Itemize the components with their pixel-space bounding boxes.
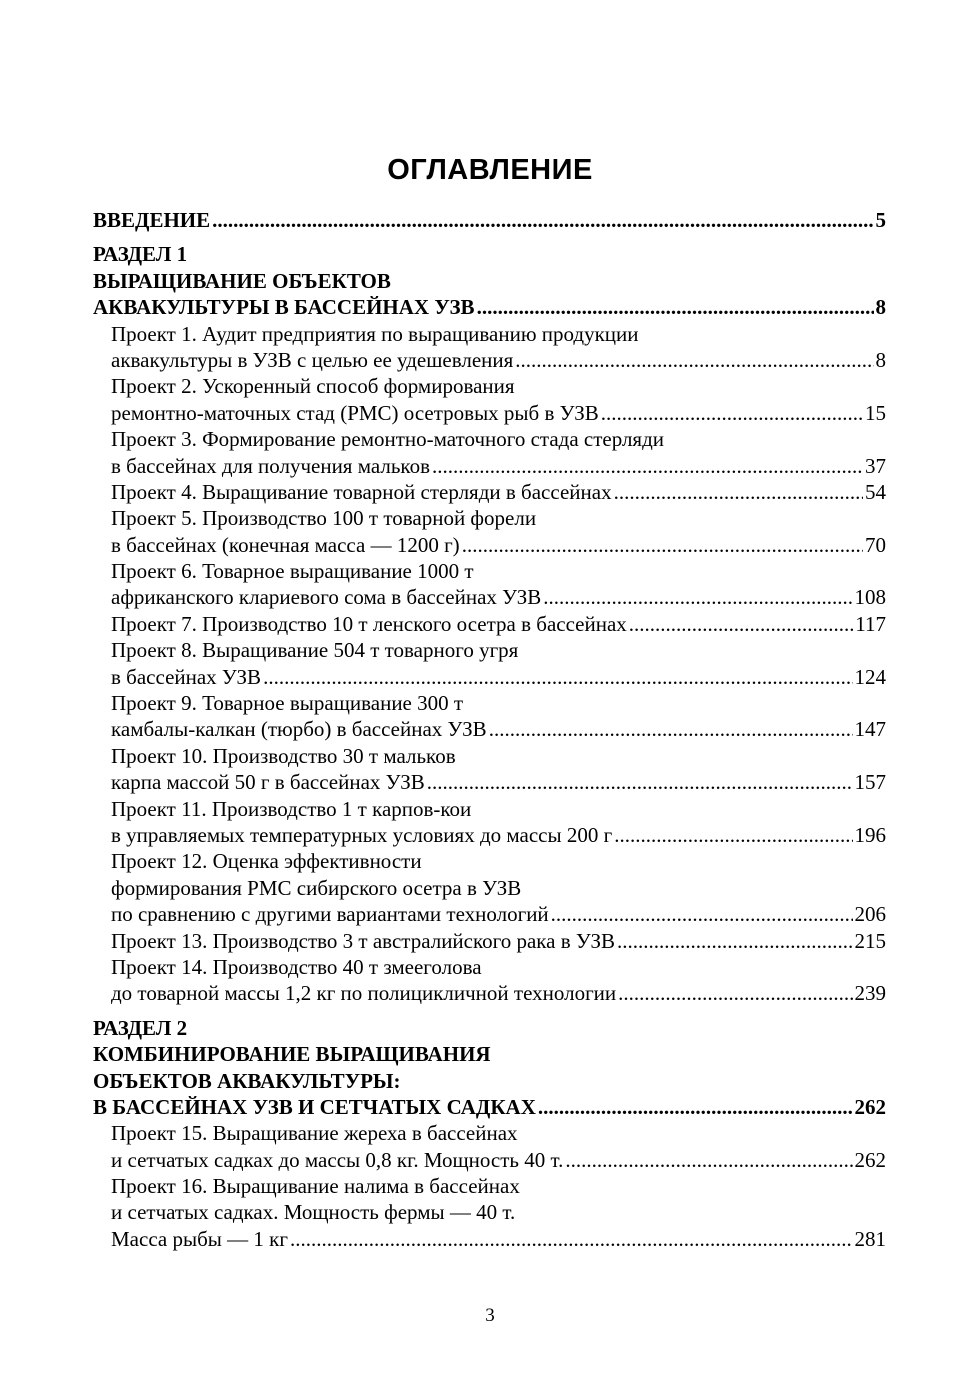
toc-entry-text: камбалы-калкан (тюрбо) в бассейнах УЗВ bbox=[111, 717, 487, 742]
toc-entry-text: в бассейнах УЗВ bbox=[111, 664, 262, 689]
dot-leader bbox=[565, 1147, 852, 1173]
toc-project-list-1 bbox=[93, 321, 886, 1007]
toc-line bbox=[93, 584, 886, 610]
toc-entry-text: Проект 13. Производство 3 т австралийского рака в УЗВ bbox=[111, 928, 616, 953]
toc-line bbox=[93, 716, 886, 742]
toc-line bbox=[93, 664, 886, 690]
toc-line bbox=[93, 426, 886, 452]
toc-entry-text: ВВЕДЕНИЕ bbox=[93, 208, 211, 232]
toc-entry-intro[interactable] bbox=[93, 207, 886, 233]
toc-entry-text: по сравнению с другими вариантами технологий bbox=[111, 902, 549, 927]
dot-leader bbox=[618, 980, 852, 1006]
toc-project-entry[interactable] bbox=[93, 848, 886, 927]
toc-line bbox=[93, 980, 886, 1006]
toc-entry-text: Проект 10. Производство 30 т мальков bbox=[111, 743, 456, 768]
toc-line bbox=[93, 1147, 886, 1173]
toc-entry-text: аквакультуры в УЗВ с целью ее удешевления bbox=[111, 347, 514, 372]
toc-project-entry[interactable] bbox=[93, 1173, 886, 1252]
toc-line: ОБЪЕКТОВ АКВАКУЛЬТУРЫ: bbox=[93, 1068, 401, 1093]
toc-entry-text: Проект 1. Аудит предприятия по выращиванию продукции bbox=[111, 321, 639, 346]
toc-entry-text: Проект 3. Формирование ремонтно-маточного стада стерляди bbox=[111, 427, 665, 452]
toc-line bbox=[93, 505, 886, 531]
toc-entry-text: Проект 4. Выращивание товарной стерляди в бассейнах bbox=[111, 479, 612, 504]
toc-project-entry[interactable] bbox=[93, 479, 886, 505]
toc-entry-page: 196 bbox=[854, 822, 886, 847]
toc-entry-page: 108 bbox=[854, 585, 886, 610]
toc-project-entry[interactable] bbox=[93, 637, 886, 690]
toc-entry-text: Проект 14. Производство 40 т змееголова bbox=[111, 954, 482, 979]
toc-entry-text: карпа массой 50 г в бассейнах УЗВ bbox=[111, 770, 425, 795]
toc-line bbox=[93, 294, 886, 320]
toc-line bbox=[93, 373, 886, 399]
toc-entry-text: Проект 5. Производство 100 т товарной форели bbox=[111, 506, 537, 531]
dot-leader bbox=[614, 822, 852, 848]
toc-project-entry[interactable] bbox=[93, 558, 886, 611]
toc-line: КОМБИНИРОВАНИЕ ВЫРАЩИВАНИЯ bbox=[93, 1042, 491, 1067]
toc-entry-text: Проект 12. Оценка эффективности bbox=[111, 849, 422, 874]
toc-entry-text: ремонтно-маточных стад (РМС) осетровых рыб в УЗВ bbox=[111, 400, 599, 425]
toc-line bbox=[93, 822, 886, 848]
toc-entry-page: 54 bbox=[865, 479, 886, 504]
toc-entry-page: 157 bbox=[854, 770, 886, 795]
toc-entry-text: Проект 15. Выращивание жереха в бассейнах bbox=[111, 1121, 518, 1146]
toc-line bbox=[93, 928, 886, 954]
toc-entry-page: 239 bbox=[854, 981, 886, 1006]
toc-entry-page: 15 bbox=[865, 400, 886, 425]
toc-project-entry[interactable] bbox=[93, 321, 886, 374]
toc-entry-text: Проект 11. Производство 1 т карпов-кои bbox=[111, 796, 472, 821]
dot-leader bbox=[462, 532, 863, 558]
toc-entry-text: и сетчатых садках до массы 0,8 кг. Мощность 40 т. bbox=[111, 1147, 564, 1172]
toc-line bbox=[93, 453, 886, 479]
toc-entry-text: Масса рыбы — 1 кг bbox=[111, 1226, 288, 1251]
toc-entry-page: 70 bbox=[865, 532, 886, 557]
toc-project-entry[interactable] bbox=[93, 611, 886, 637]
toc-line bbox=[93, 769, 886, 795]
toc-project-entry[interactable] bbox=[93, 426, 886, 479]
toc-entry-page: 262 bbox=[854, 1147, 886, 1172]
dot-leader bbox=[614, 479, 863, 505]
dot-leader bbox=[601, 400, 863, 426]
toc-line bbox=[93, 1226, 886, 1252]
table-of-contents bbox=[93, 207, 886, 1252]
toc-entry-text: Проект 6. Товарное выращивание 1000 т bbox=[111, 559, 474, 584]
toc-line bbox=[93, 1173, 886, 1199]
toc-entry-text: Проект 7. Производство 10 т ленского осетра в бассейнах bbox=[111, 611, 627, 636]
dot-leader bbox=[432, 453, 863, 479]
dot-leader bbox=[629, 611, 853, 637]
dot-leader bbox=[477, 294, 874, 320]
toc-project-entry[interactable] bbox=[93, 690, 886, 743]
toc-line bbox=[93, 796, 886, 822]
toc-line bbox=[93, 400, 886, 426]
dot-leader bbox=[551, 901, 853, 927]
toc-line: РАЗДЕЛ 2 bbox=[93, 1015, 188, 1040]
toc-line bbox=[93, 532, 886, 558]
dot-leader bbox=[427, 769, 853, 795]
toc-project-entry[interactable] bbox=[93, 373, 886, 426]
toc-entry-page: 215 bbox=[854, 928, 886, 953]
toc-section-1[interactable] bbox=[93, 241, 886, 320]
toc-section-2[interactable] bbox=[93, 1015, 886, 1121]
toc-entry-text: до товарной массы 1,2 кг по полицикличной технологии bbox=[111, 981, 617, 1006]
dot-leader bbox=[263, 664, 852, 690]
dot-leader bbox=[538, 1094, 853, 1120]
toc-line bbox=[93, 690, 886, 716]
toc-entry-text: Проект 16. Выращивание налима в бассейнах bbox=[111, 1174, 520, 1199]
dot-leader bbox=[515, 347, 873, 373]
toc-entry-text: АКВАКУЛЬТУРЫ В БАССЕЙНАХ УЗВ bbox=[93, 295, 475, 320]
toc-line bbox=[93, 901, 886, 927]
toc-line bbox=[93, 743, 886, 769]
dot-leader bbox=[290, 1226, 853, 1252]
toc-project-entry[interactable] bbox=[93, 743, 886, 796]
toc-entry-text: Проект 2. Ускоренный способ формирования bbox=[111, 374, 515, 399]
toc-entry-text: в бассейнах (конечная масса — 1200 г) bbox=[111, 532, 460, 557]
toc-project-entry[interactable] bbox=[93, 954, 886, 1007]
dot-leader bbox=[543, 584, 852, 610]
toc-line bbox=[93, 875, 886, 901]
toc-entry-text: формирования РМС сибирского осетра в УЗВ bbox=[111, 875, 522, 900]
toc-project-list-2 bbox=[93, 1120, 886, 1252]
toc-line bbox=[93, 954, 886, 980]
toc-line bbox=[93, 637, 886, 663]
toc-project-entry[interactable] bbox=[93, 796, 886, 849]
dot-leader bbox=[489, 716, 853, 742]
toc-entry-page: 8 bbox=[875, 295, 886, 320]
toc-line: ВЫРАЩИВАНИЕ ОБЪЕКТОВ bbox=[93, 268, 391, 293]
toc-entry-page: 124 bbox=[854, 664, 886, 689]
toc-entry-page: 147 bbox=[854, 717, 886, 742]
toc-line bbox=[93, 1094, 886, 1120]
toc-entry-text: Проект 8. Выращивание 504 т товарного угря bbox=[111, 638, 519, 663]
toc-entry-page: 117 bbox=[855, 611, 886, 636]
toc-entry-text: африканского клариевого сома в бассейнах УЗВ bbox=[111, 585, 542, 610]
toc-project-entry[interactable] bbox=[93, 1120, 886, 1173]
toc-line bbox=[93, 1199, 886, 1225]
toc-line bbox=[93, 611, 886, 637]
toc-entry-text: в бассейнах для получения мальков bbox=[111, 453, 430, 478]
toc-project-entry[interactable] bbox=[93, 928, 886, 954]
toc-line: РАЗДЕЛ 1 bbox=[93, 242, 188, 267]
page-title: ОГЛАВЛЕНИЕ bbox=[387, 154, 593, 186]
toc-entry-page: 206 bbox=[854, 902, 886, 927]
toc-entry-page: 8 bbox=[875, 347, 886, 372]
toc-entry-text: Проект 9. Товарное выращивание 300 т bbox=[111, 691, 464, 716]
toc-entry-page: 281 bbox=[854, 1226, 886, 1251]
page-number: 3 bbox=[485, 1305, 495, 1326]
toc-entry-text: и сетчатых садках. Мощность фермы — 40 т. bbox=[111, 1200, 516, 1225]
toc-entry-page: 37 bbox=[865, 453, 886, 478]
toc-entry-text: в управляемых температурных условиях до массы 200 г bbox=[111, 822, 613, 847]
toc-project-entry[interactable] bbox=[93, 505, 886, 558]
toc-line bbox=[93, 558, 886, 584]
toc-line bbox=[93, 321, 886, 347]
dot-leader bbox=[617, 928, 852, 954]
toc-entry-page: 262 bbox=[854, 1094, 886, 1119]
toc-entry-page: 5 bbox=[875, 208, 886, 232]
toc-line bbox=[93, 1120, 886, 1146]
dot-leader bbox=[212, 207, 873, 233]
toc-line bbox=[93, 347, 886, 373]
toc-line bbox=[93, 479, 886, 505]
toc-entry-text: В БАССЕЙНАХ УЗВ И СЕТЧАТЫХ САДКАХ bbox=[93, 1094, 536, 1119]
toc-line bbox=[93, 848, 886, 874]
